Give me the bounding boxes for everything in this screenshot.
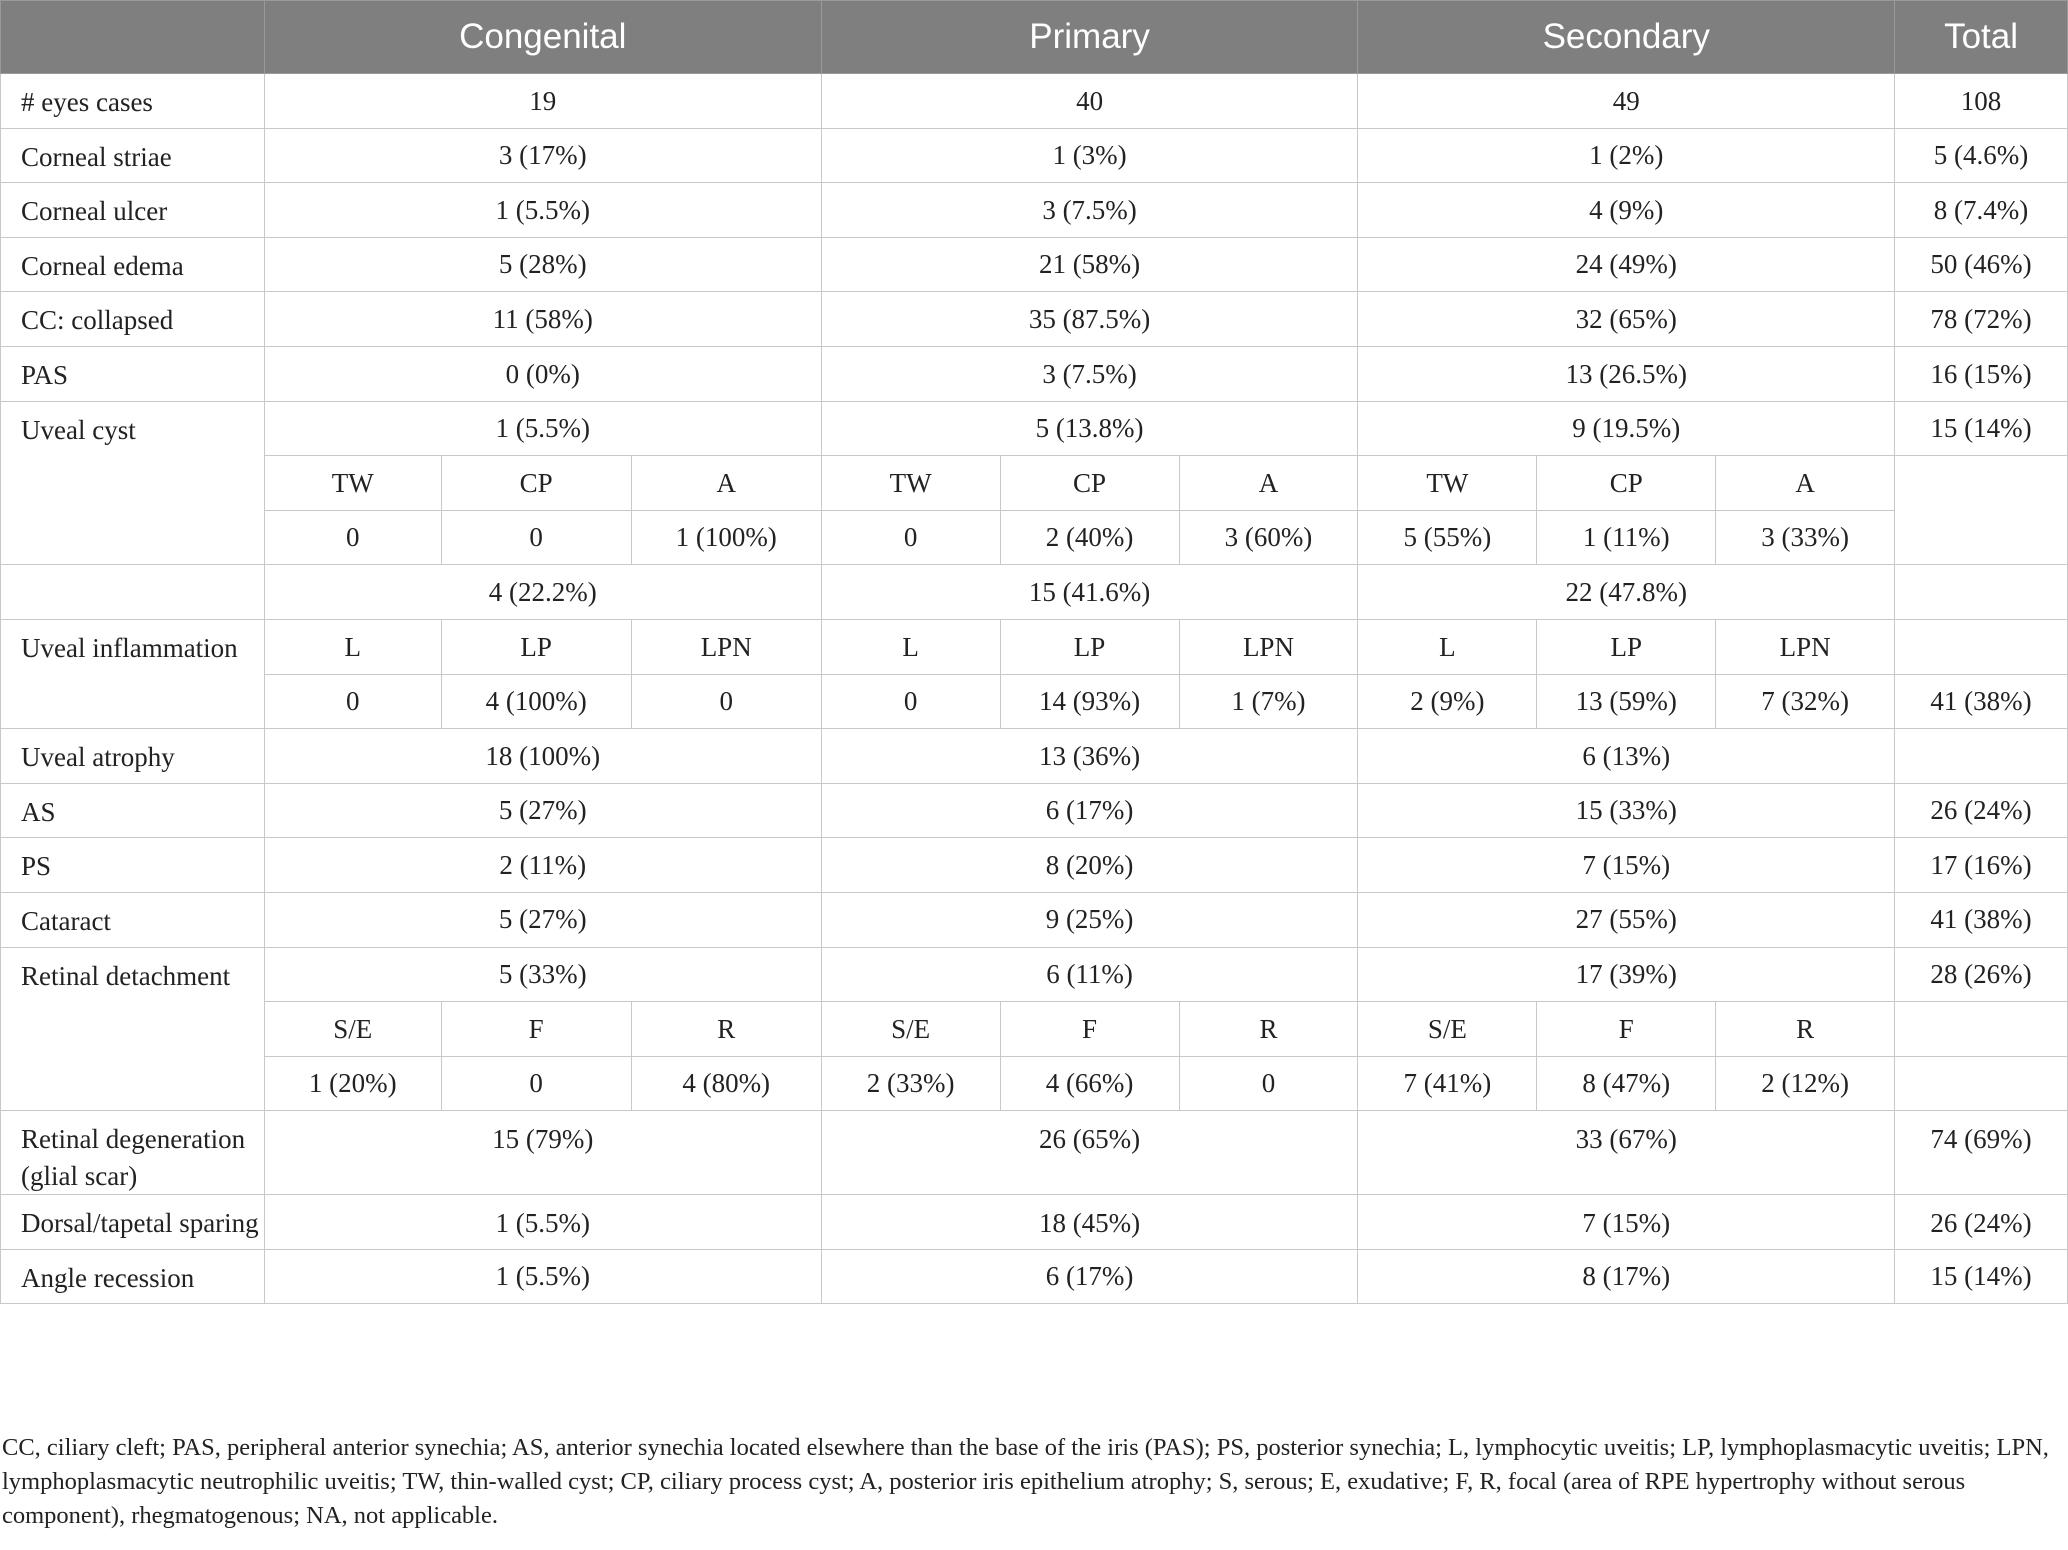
cell-primary: 6 (17%) bbox=[821, 783, 1358, 838]
cell-total: 15 (14%) bbox=[1895, 401, 2068, 456]
sub-header-cell: F bbox=[1537, 1002, 1716, 1057]
cell-primary: 35 (87.5%) bbox=[821, 292, 1358, 347]
cell-total: 15 (14%) bbox=[1895, 1249, 2068, 1304]
row-label: Corneal striae bbox=[1, 128, 265, 183]
sub-header-cell: LPN bbox=[631, 619, 821, 674]
sub-header-cell: L bbox=[821, 619, 1000, 674]
empty-total-cell bbox=[1895, 1056, 2068, 1111]
table-row bbox=[1, 729, 2068, 784]
sub-header-cell: TW bbox=[1358, 456, 1537, 511]
row-label: Uveal cyst bbox=[1, 401, 265, 565]
sub-header-cell: R bbox=[1179, 1002, 1358, 1057]
table-row bbox=[1, 128, 2068, 183]
sub-value-cell: 0 bbox=[441, 1056, 631, 1111]
cell-congenital: 5 (28%) bbox=[264, 237, 821, 292]
cell-congenital: 4 (22.2%) bbox=[264, 565, 821, 620]
sub-value-cell: 0 bbox=[821, 674, 1000, 729]
sub-header-cell: A bbox=[1179, 456, 1358, 511]
sub-header-row bbox=[1, 1002, 2068, 1057]
sub-value-cell: 3 (33%) bbox=[1716, 510, 1895, 565]
header-row bbox=[1, 1, 2068, 74]
header-secondary: Secondary bbox=[1358, 1, 1895, 74]
table-row bbox=[1, 1249, 2068, 1304]
row-label: # eyes cases bbox=[1, 74, 265, 129]
sub-header-cell: LP bbox=[1537, 619, 1716, 674]
cell-secondary: 15 (33%) bbox=[1358, 783, 1895, 838]
header-congenital: Congenital bbox=[264, 1, 821, 74]
row-label: PAS bbox=[1, 346, 265, 401]
sub-value-cell: 2 (40%) bbox=[1000, 510, 1179, 565]
cell-total: 26 (24%) bbox=[1895, 783, 2068, 838]
cell-congenital: 18 (100%) bbox=[264, 729, 821, 784]
cell-secondary: 24 (49%) bbox=[1358, 237, 1895, 292]
sub-value-cell: 2 (33%) bbox=[821, 1056, 1000, 1111]
sub-value-cell: 8 (47%) bbox=[1537, 1056, 1716, 1111]
table-footnote: CC, ciliary cleft; PAS, peripheral anterior synechia; AS, anterior synechia located elsewhere than the base of the iris (PAS); PS, posterior synechia; L, lymphocytic uveitis; LP, lymphoplasmacytic uveitis; LPN, lymphoplasmacytic neutrophilic uveitis; TW, thin-walled cyst; CP, ciliary process cyst; A, posterior iris epithelium atrophy; S, serous; E, exudative; F, R, focal (area of RPE hypertrophy without serous component), rhegmatogenous; NA, not applicable. bbox=[2, 1434, 2049, 1529]
cell-congenital: 1 (5.5%) bbox=[264, 183, 821, 238]
sub-value-cell: 4 (66%) bbox=[1000, 1056, 1179, 1111]
sub-value-cell: 4 (100%) bbox=[441, 674, 631, 729]
cell-congenital: 5 (33%) bbox=[264, 947, 821, 1002]
cell-secondary: 22 (47.8%) bbox=[1358, 565, 1895, 620]
cell-total: 108 bbox=[1895, 74, 2068, 129]
sub-header-cell: R bbox=[631, 1002, 821, 1057]
sub-header-cell: F bbox=[1000, 1002, 1179, 1057]
cell-total: 5 (4.6%) bbox=[1895, 128, 2068, 183]
cell-total: 26 (24%) bbox=[1895, 1195, 2068, 1250]
sub-header-cell: R bbox=[1716, 1002, 1895, 1057]
table-row bbox=[1, 783, 2068, 838]
cell-primary: 18 (45%) bbox=[821, 1195, 1358, 1250]
row-label: Cataract bbox=[1, 892, 265, 947]
cell-primary: 1 (3%) bbox=[821, 128, 1358, 183]
cell-secondary: 17 (39%) bbox=[1358, 947, 1895, 1002]
sub-header-cell: A bbox=[1716, 456, 1895, 511]
cell-congenital: 3 (17%) bbox=[264, 128, 821, 183]
cell-congenital: 1 (5.5%) bbox=[264, 401, 821, 456]
sub-value-row bbox=[1, 510, 2068, 565]
sub-value-cell: 1 (20%) bbox=[264, 1056, 441, 1111]
sub-header-cell: L bbox=[264, 619, 441, 674]
row-label: Dorsal/tapetal sparing bbox=[1, 1195, 265, 1250]
table-row bbox=[1, 838, 2068, 893]
sub-value-cell: 1 (7%) bbox=[1179, 674, 1358, 729]
cell-congenital: 11 (58%) bbox=[264, 292, 821, 347]
cell-congenital: 5 (27%) bbox=[264, 783, 821, 838]
cell-primary: 40 bbox=[821, 74, 1358, 129]
cell-primary: 26 (65%) bbox=[821, 1111, 1358, 1195]
cell-secondary: 9 (19.5%) bbox=[1358, 401, 1895, 456]
sub-value-cell: 0 bbox=[631, 674, 821, 729]
cell-primary: 3 (7.5%) bbox=[821, 183, 1358, 238]
sub-value-cell: 0 bbox=[1179, 1056, 1358, 1111]
sub-header-cell: F bbox=[441, 1002, 631, 1057]
row-label: CC: collapsed bbox=[1, 292, 265, 347]
row-label: Corneal ulcer bbox=[1, 183, 265, 238]
cell-congenital: 19 bbox=[264, 74, 821, 129]
cell-total: 78 (72%) bbox=[1895, 292, 2068, 347]
table-row bbox=[1, 74, 2068, 129]
sub-value-cell: 0 bbox=[441, 510, 631, 565]
header-label-cell bbox=[1, 1, 265, 74]
cell-total bbox=[1895, 729, 2068, 784]
header-total: Total bbox=[1895, 1, 2068, 74]
row-label: Uveal inflammation bbox=[1, 619, 265, 728]
sub-value-cell: 14 (93%) bbox=[1000, 674, 1179, 729]
sub-header-cell: CP bbox=[1537, 456, 1716, 511]
row-label: AS bbox=[1, 783, 265, 838]
sub-header-cell: S/E bbox=[1358, 1002, 1537, 1057]
sub-header-cell: S/E bbox=[264, 1002, 441, 1057]
cell-secondary: 49 bbox=[1358, 74, 1895, 129]
sub-value-cell: 1 (11%) bbox=[1537, 510, 1716, 565]
cell-primary: 5 (13.8%) bbox=[821, 401, 1358, 456]
sub-header-cell: S/E bbox=[821, 1002, 1000, 1057]
empty-total-cell bbox=[1895, 565, 2068, 620]
cell-primary: 8 (20%) bbox=[821, 838, 1358, 893]
cell-secondary: 7 (15%) bbox=[1358, 1195, 1895, 1250]
cell-primary: 3 (7.5%) bbox=[821, 346, 1358, 401]
empty-total-cell bbox=[1895, 456, 2068, 565]
table-row bbox=[1, 183, 2068, 238]
row-label: Angle recession bbox=[1, 1249, 265, 1304]
sub-header-cell: TW bbox=[821, 456, 1000, 511]
cell-secondary: 13 (26.5%) bbox=[1358, 346, 1895, 401]
cell-congenital: 5 (27%) bbox=[264, 892, 821, 947]
sub-header-row bbox=[1, 456, 2068, 511]
cell-primary: 6 (11%) bbox=[821, 947, 1358, 1002]
row-label: Corneal edema bbox=[1, 237, 265, 292]
sub-value-cell: 2 (9%) bbox=[1358, 674, 1537, 729]
sub-header-cell: CP bbox=[1000, 456, 1179, 511]
sub-value-cell: 3 (60%) bbox=[1179, 510, 1358, 565]
cell-congenital: 1 (5.5%) bbox=[264, 1249, 821, 1304]
empty-total-cell bbox=[1895, 1002, 2068, 1057]
cell-congenital: 1 (5.5%) bbox=[264, 1195, 821, 1250]
sub-header-cell: TW bbox=[264, 456, 441, 511]
cell-total: 50 (46%) bbox=[1895, 237, 2068, 292]
cell-total: 74 (69%) bbox=[1895, 1111, 2068, 1195]
row-label: PS bbox=[1, 838, 265, 893]
cell-primary: 6 (17%) bbox=[821, 1249, 1358, 1304]
sub-header-cell: L bbox=[1358, 619, 1537, 674]
sub-header-cell: LPN bbox=[1179, 619, 1358, 674]
sub-value-row bbox=[1, 1056, 2068, 1111]
cell-congenital: 2 (11%) bbox=[264, 838, 821, 893]
cell-total: 8 (7.4%) bbox=[1895, 183, 2068, 238]
cell-primary: 21 (58%) bbox=[821, 237, 1358, 292]
cell-primary: 15 (41.6%) bbox=[821, 565, 1358, 620]
sub-value-cell: 0 bbox=[821, 510, 1000, 565]
sub-value-cell: 0 bbox=[264, 674, 441, 729]
cell-secondary: 27 (55%) bbox=[1358, 892, 1895, 947]
cell-secondary: 4 (9%) bbox=[1358, 183, 1895, 238]
table-row bbox=[1, 947, 2068, 1002]
sub-header-cell: A bbox=[631, 456, 821, 511]
header-primary: Primary bbox=[821, 1, 1358, 74]
row-label: Retinal detachment bbox=[1, 947, 265, 1111]
table-row bbox=[1, 292, 2068, 347]
table-row bbox=[1, 401, 2068, 456]
cell-total: 41 (38%) bbox=[1895, 892, 2068, 947]
empty-total-cell bbox=[1895, 619, 2068, 674]
cell-secondary: 1 (2%) bbox=[1358, 128, 1895, 183]
sub-value-cell: 2 (12%) bbox=[1716, 1056, 1895, 1111]
table-row bbox=[1, 237, 2068, 292]
sub-value-cell: 7 (32%) bbox=[1716, 674, 1895, 729]
cell-total: 41 (38%) bbox=[1895, 674, 2068, 729]
sub-value-cell: 13 (59%) bbox=[1537, 674, 1716, 729]
sub-header-cell: LP bbox=[1000, 619, 1179, 674]
row-label: Uveal atrophy bbox=[1, 729, 265, 784]
cell-congenital: 15 (79%) bbox=[264, 1111, 821, 1195]
cell-primary: 9 (25%) bbox=[821, 892, 1358, 947]
row-label-empty bbox=[1, 565, 265, 620]
cell-secondary: 32 (65%) bbox=[1358, 292, 1895, 347]
sub-value-cell: 5 (55%) bbox=[1358, 510, 1537, 565]
sub-header-cell: LP bbox=[441, 619, 631, 674]
cell-primary: 13 (36%) bbox=[821, 729, 1358, 784]
row-label: Retinal degeneration (glial scar) bbox=[1, 1111, 265, 1195]
table-row bbox=[1, 892, 2068, 947]
sub-header-cell: CP bbox=[441, 456, 631, 511]
sub-header-row bbox=[1, 619, 2068, 674]
sub-header-cell: LPN bbox=[1716, 619, 1895, 674]
cell-total: 17 (16%) bbox=[1895, 838, 2068, 893]
cell-total: 16 (15%) bbox=[1895, 346, 2068, 401]
cell-congenital: 0 (0%) bbox=[264, 346, 821, 401]
cell-total: 28 (26%) bbox=[1895, 947, 2068, 1002]
sub-value-cell: 4 (80%) bbox=[631, 1056, 821, 1111]
cell-secondary: 7 (15%) bbox=[1358, 838, 1895, 893]
sub-value-row bbox=[1, 674, 2068, 729]
cell-secondary: 8 (17%) bbox=[1358, 1249, 1895, 1304]
table-row bbox=[1, 346, 2068, 401]
cell-secondary: 6 (13%) bbox=[1358, 729, 1895, 784]
table-row bbox=[1, 565, 2068, 620]
table-row bbox=[1, 1111, 2068, 1195]
cell-secondary: 33 (67%) bbox=[1358, 1111, 1895, 1195]
sub-value-cell: 0 bbox=[264, 510, 441, 565]
table-row bbox=[1, 1195, 2068, 1250]
sub-value-cell: 1 (100%) bbox=[631, 510, 821, 565]
sub-value-cell: 7 (41%) bbox=[1358, 1056, 1537, 1111]
